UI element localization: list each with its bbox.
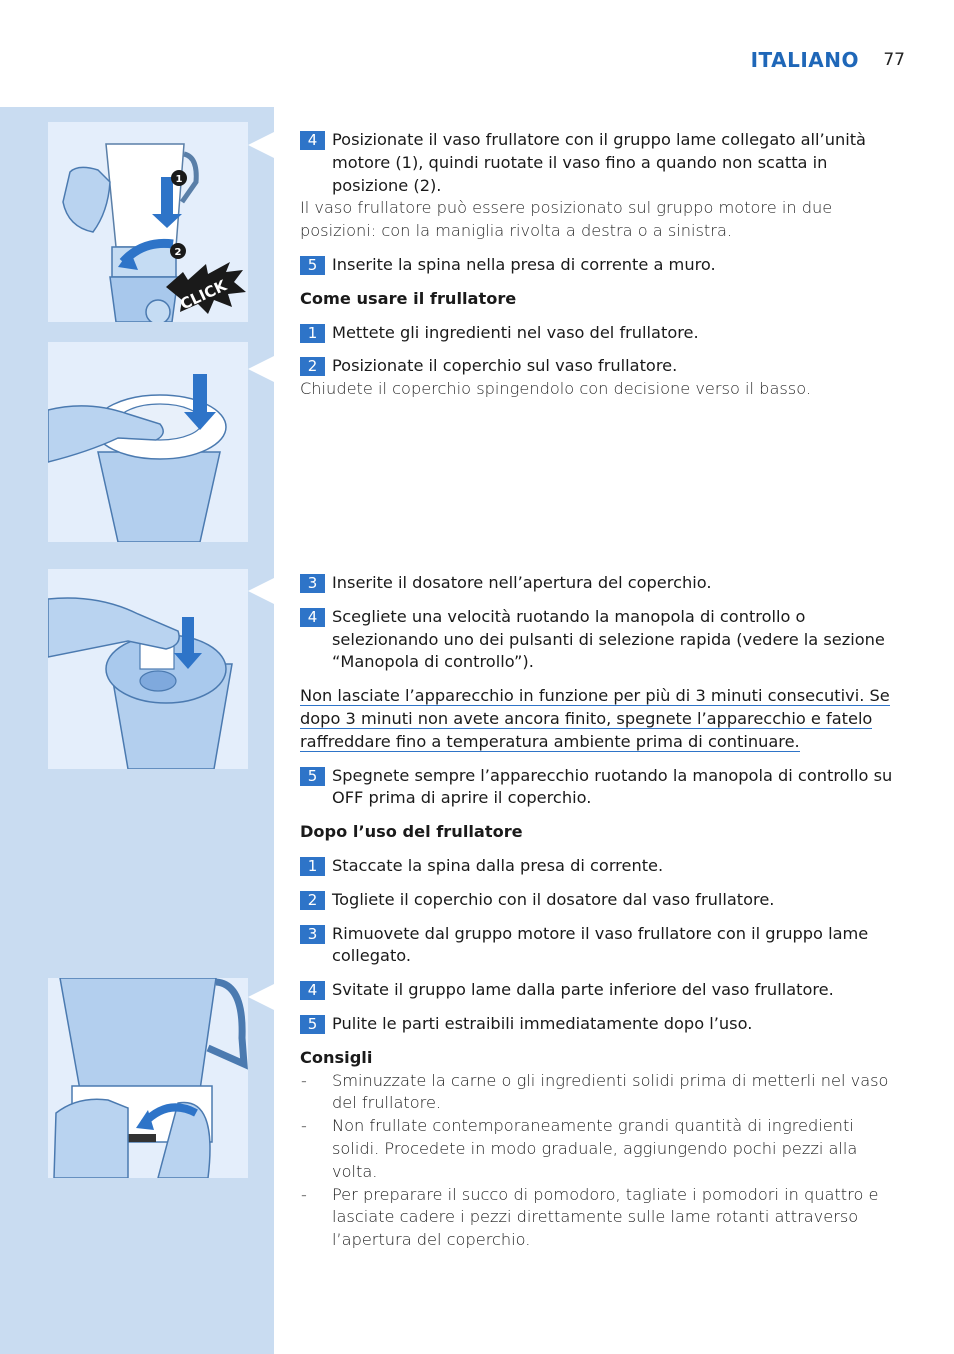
step-text: Spegnete sempre l’apparecchio ruotando la manopola di controllo su OFF prima di aprire il coperchio.	[332, 765, 893, 808]
after-step-5	[300, 1013, 906, 1036]
step-text: Togliete il coperchio con il dosatore dal vaso frullatore.	[332, 889, 775, 909]
section-heading-after-use: Dopo l’uso del frullatore	[300, 822, 523, 842]
figure-unscrew-blade	[48, 978, 248, 1178]
marker-2: 2	[174, 247, 182, 258]
step-number: 2	[300, 357, 325, 376]
warning-text: Non lasciate l’apparecchio in funzione per più di 3 minuti consecutivi. Se dopo 3 minuti non avete ancora finito, spegnete l’apparecchio e fatelo raffreddare fino a temperatura ambiente prima di continuare.	[300, 686, 890, 751]
step-text: Inserite la spina nella presa di corrente a muro.	[332, 254, 716, 274]
step-number: 4	[300, 131, 325, 150]
step-number: 5	[300, 256, 325, 275]
step-text: Posizionate il vaso frullatore con il gruppo lame collegato all’unità motore (1), quindi ruotate il vaso fino a quando non scatta in posizione (2).	[332, 130, 866, 195]
tip-item: - Per preparare il succo di pomodoro, tagliate i pomodori in quattro e lasciate cadere i pezzi direttamente sulle lame rotanti attraverso l’apertura del coperchio.	[300, 1184, 906, 1252]
tip-item: - Sminuzzate la carne o gli ingredienti solidi prima di metterli nel vaso del frullatore.	[300, 1070, 906, 1116]
page-number: 77	[883, 50, 905, 70]
step-number: 5	[300, 767, 325, 786]
figure-place-lid	[48, 342, 248, 542]
step-text: Rimuovete dal gruppo motore il vaso frullatore con il gruppo lame collegato.	[332, 923, 869, 966]
step-1-ingredients	[300, 322, 906, 345]
step-number: 1	[300, 324, 325, 343]
figure-notch	[248, 984, 274, 1010]
language-header: ITALIANO	[750, 48, 859, 72]
after-step-4	[300, 979, 906, 1002]
figure-attach-jar	[48, 122, 248, 322]
step-5-plug-in	[300, 254, 906, 277]
figure-notch	[248, 132, 274, 158]
click-label: CLICK	[177, 276, 230, 314]
tips-list	[300, 1070, 906, 1252]
step-number: 1	[300, 857, 325, 876]
step-number: 4	[300, 981, 325, 1000]
marker-1: 1	[175, 174, 183, 185]
main-content	[300, 129, 906, 1252]
step-text: Inserite il dosatore nell’apertura del coperchio.	[332, 572, 712, 592]
section-heading-usage: Come usare il frullatore	[300, 288, 517, 308]
step-text: Scegliete una velocità ruotando la manopola di controllo o selezionando uno dei pulsanti di selezione rapida (vedere la sezione “Manopola di controllo”).	[332, 606, 885, 672]
after-step-2	[300, 889, 906, 912]
step-text: Svitate il gruppo lame dalla parte inferiore del vaso frullatore.	[332, 980, 834, 1000]
figure-notch	[248, 356, 274, 382]
step-number: 2	[300, 891, 325, 910]
step-4-speed	[300, 606, 906, 674]
after-step-3	[300, 923, 906, 969]
note-close-lid: Chiudete il coperchio spingendolo con decisione verso il basso.	[300, 379, 811, 399]
step-text: Posizionate il coperchio sul vaso frullatore.	[332, 356, 678, 376]
tip-item: - Non frullate contemporaneamente grandi quantità di ingredienti solidi. Procedete in modo graduale, aggiungendo pochi pezzi alla volta.	[300, 1115, 906, 1183]
step-text: Staccate la spina dalla presa di corrente.	[332, 855, 664, 875]
step-text: Mettete gli ingredienti nel vaso del frullatore.	[332, 322, 699, 342]
note-jar-positions: Il vaso frullatore può essere posizionato sul gruppo motore in due posizioni: con la maniglia rivolta a destra o a sinistra.	[300, 198, 833, 241]
figure-notch	[248, 578, 274, 604]
step-2-lid	[300, 355, 906, 378]
section-heading-tips: Consigli	[300, 1047, 373, 1067]
step-number: 5	[300, 1015, 325, 1034]
step-number: 3	[300, 925, 325, 944]
warning-block	[300, 685, 906, 753]
step-3-measuring-cup	[300, 572, 906, 595]
after-step-1	[300, 855, 906, 878]
step-5-switch-off	[300, 765, 906, 811]
step-number: 3	[300, 574, 325, 593]
step-number: 4	[300, 608, 325, 627]
figure-insert-cup	[48, 569, 248, 769]
step-text: Pulite le parti estraibili immediatamente dopo l’uso.	[332, 1013, 753, 1033]
step-4-attach-jar	[300, 129, 906, 197]
